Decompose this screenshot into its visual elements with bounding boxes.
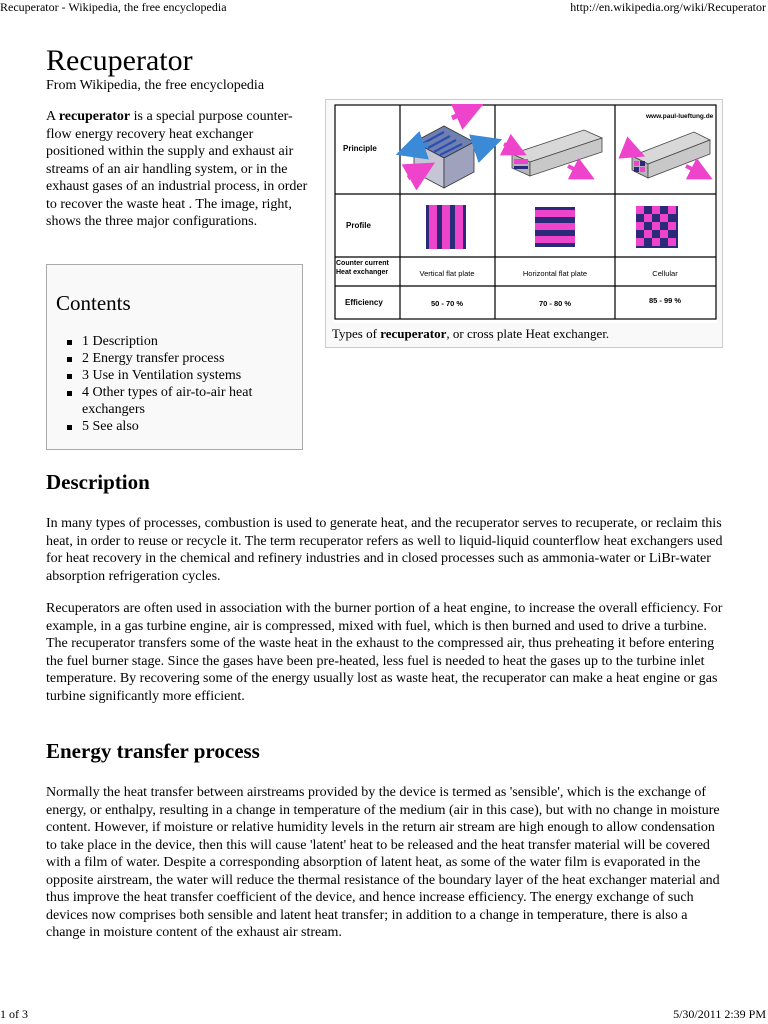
intro-article-word: A — [46, 109, 59, 124]
type-vertical: Vertical flat plate — [419, 269, 475, 278]
efficiency-horizontal: 70 - 80 % — [538, 299, 572, 308]
intro-paragraph — [46, 108, 308, 231]
row-label-efficiency: Efficiency — [345, 298, 383, 307]
toc-item-description[interactable]: 1 Description — [82, 333, 292, 350]
principle-cellular-icon — [624, 132, 710, 178]
figure-watermark: www.paul-lueftung.de — [646, 113, 714, 120]
intro-rest: is a special purpose counter-flow energy recovery heat exchanger positioned within the supply and exhaust air streams of an air handling system, or in the exhaust gases of an industrial process, in order to recover the waste heat . The image, right, shows the three major configurations. — [46, 109, 308, 229]
page-subtitle: From Wikipedia, the free encyclopedia — [46, 78, 265, 93]
principle-horizontal-icon — [504, 130, 602, 176]
figure-caption — [332, 326, 609, 342]
principle-vertical-icon — [408, 110, 488, 188]
table-of-contents — [46, 264, 303, 450]
caption-bold[interactable]: recuperator — [380, 326, 447, 341]
browser-page-title: Recuperator - Wikipedia, the free encyclopedia — [0, 0, 227, 14]
row-label-principle: Principle — [343, 144, 377, 153]
efficiency-cellular: 85 - 99 % — [648, 296, 682, 305]
type-cellular: Cellular — [652, 269, 678, 278]
toc-item-ventilation[interactable]: 3 Use in Ventilation systems — [82, 367, 292, 384]
intro-bold-term: recuperator — [58, 109, 131, 124]
print-timestamp: 5/30/2011 2:39 PM — [673, 1007, 766, 1021]
toc-title: Contents — [56, 291, 131, 315]
recuperator-types-diagram — [334, 104, 717, 323]
page-number: 1 of 3 — [0, 1007, 28, 1021]
figure-thumbnail — [325, 99, 723, 348]
profile-cellular — [636, 206, 678, 248]
page-title: Recuperator — [46, 44, 193, 77]
description-paragraph-1: In many types of processes, combustion is used to generate heat, and the recuperator serves to recuperate, or reclaim this heat, in order to reuse or recycle it. The term recuperator refers as well to liquid-liquid counterflow heat exchangers used for heat recovery in the chemical and refinery industries and in closed processes such as ammonia-water or LiBr-water absorption refrigeration cycles. — [46, 516, 723, 584]
profile-vertical — [426, 205, 466, 249]
caption-suffix: , or cross plate Heat exchanger. — [446, 326, 610, 341]
description-paragraph-2: Recuperators are often used in association with the burner portion of a heat engine, to increase the overall efficiency. For example, in a gas turbine engine, air is compressed, mixed with fuel, which is then burned and used to drive a turbine. The recuperator transfers some of the waste heat in the exhaust to the compressed air, thus preheating it before entering the fuel burner stage. Since the gases have been pre-heated, less fuel is needed to heat the gases up to the turbine inlet temperature. By recovering some of the energy usually lost as waste heat, the recuperator can make a heat engine or gas turbine significantly more efficient. — [46, 601, 723, 704]
section-heading-description: Description — [46, 470, 150, 494]
efficiency-vertical: 50 - 70 % — [430, 299, 464, 308]
section-heading-energy-transfer: Energy transfer process — [46, 739, 260, 763]
toc-item-energy-transfer[interactable]: 2 Energy transfer process — [82, 350, 292, 367]
energy-transfer-paragraph: Normally the heat transfer between airstreams provided by the device is termed as 'sensible', which is the exchange of energy, or enthalpy, resulting in a change in temperature of the medium (air in this case), but with no change in moisture content. However, if moisture or relative humidity levels in the return air stream are high enough to allow condensation to take place in the device, then this will cause 'latent' heat to be released and the heat transfer material will be covered with a film of water. Despite a corresponding absorption of latent heat, as some of the water film is evaporated in the opposite airstream, the water will reduce the thermal resistance of the boundary layer of the heat exchanger material and thus improve the heat transfer coefficient of the device, and hence increase efficiency. The energy exchange of such devices now comprises both sensible and latent heat transfer; in addition to a change in temperature, there is also a change in moisture content of the exhaust air stream. — [46, 785, 720, 940]
row-label-heat-exchanger-wrap — [336, 259, 400, 286]
recuperator-types-figure[interactable] — [334, 104, 717, 323]
toc-list — [82, 333, 292, 435]
browser-url[interactable]: http://en.wikipedia.org/wiki/Recuperator — [570, 0, 766, 14]
toc-item-other-types[interactable]: 4 Other types of air-to-air heat exchangers — [82, 384, 292, 418]
row-label-heat-exchanger: Counter current Heat exchanger — [336, 260, 389, 276]
profile-horizontal — [535, 207, 575, 247]
toc-item-see-also[interactable]: 5 See also — [82, 418, 292, 435]
type-horizontal: Horizontal flat plate — [522, 269, 588, 278]
caption-prefix: Types of — [332, 326, 381, 341]
row-label-profile: Profile — [346, 221, 371, 230]
